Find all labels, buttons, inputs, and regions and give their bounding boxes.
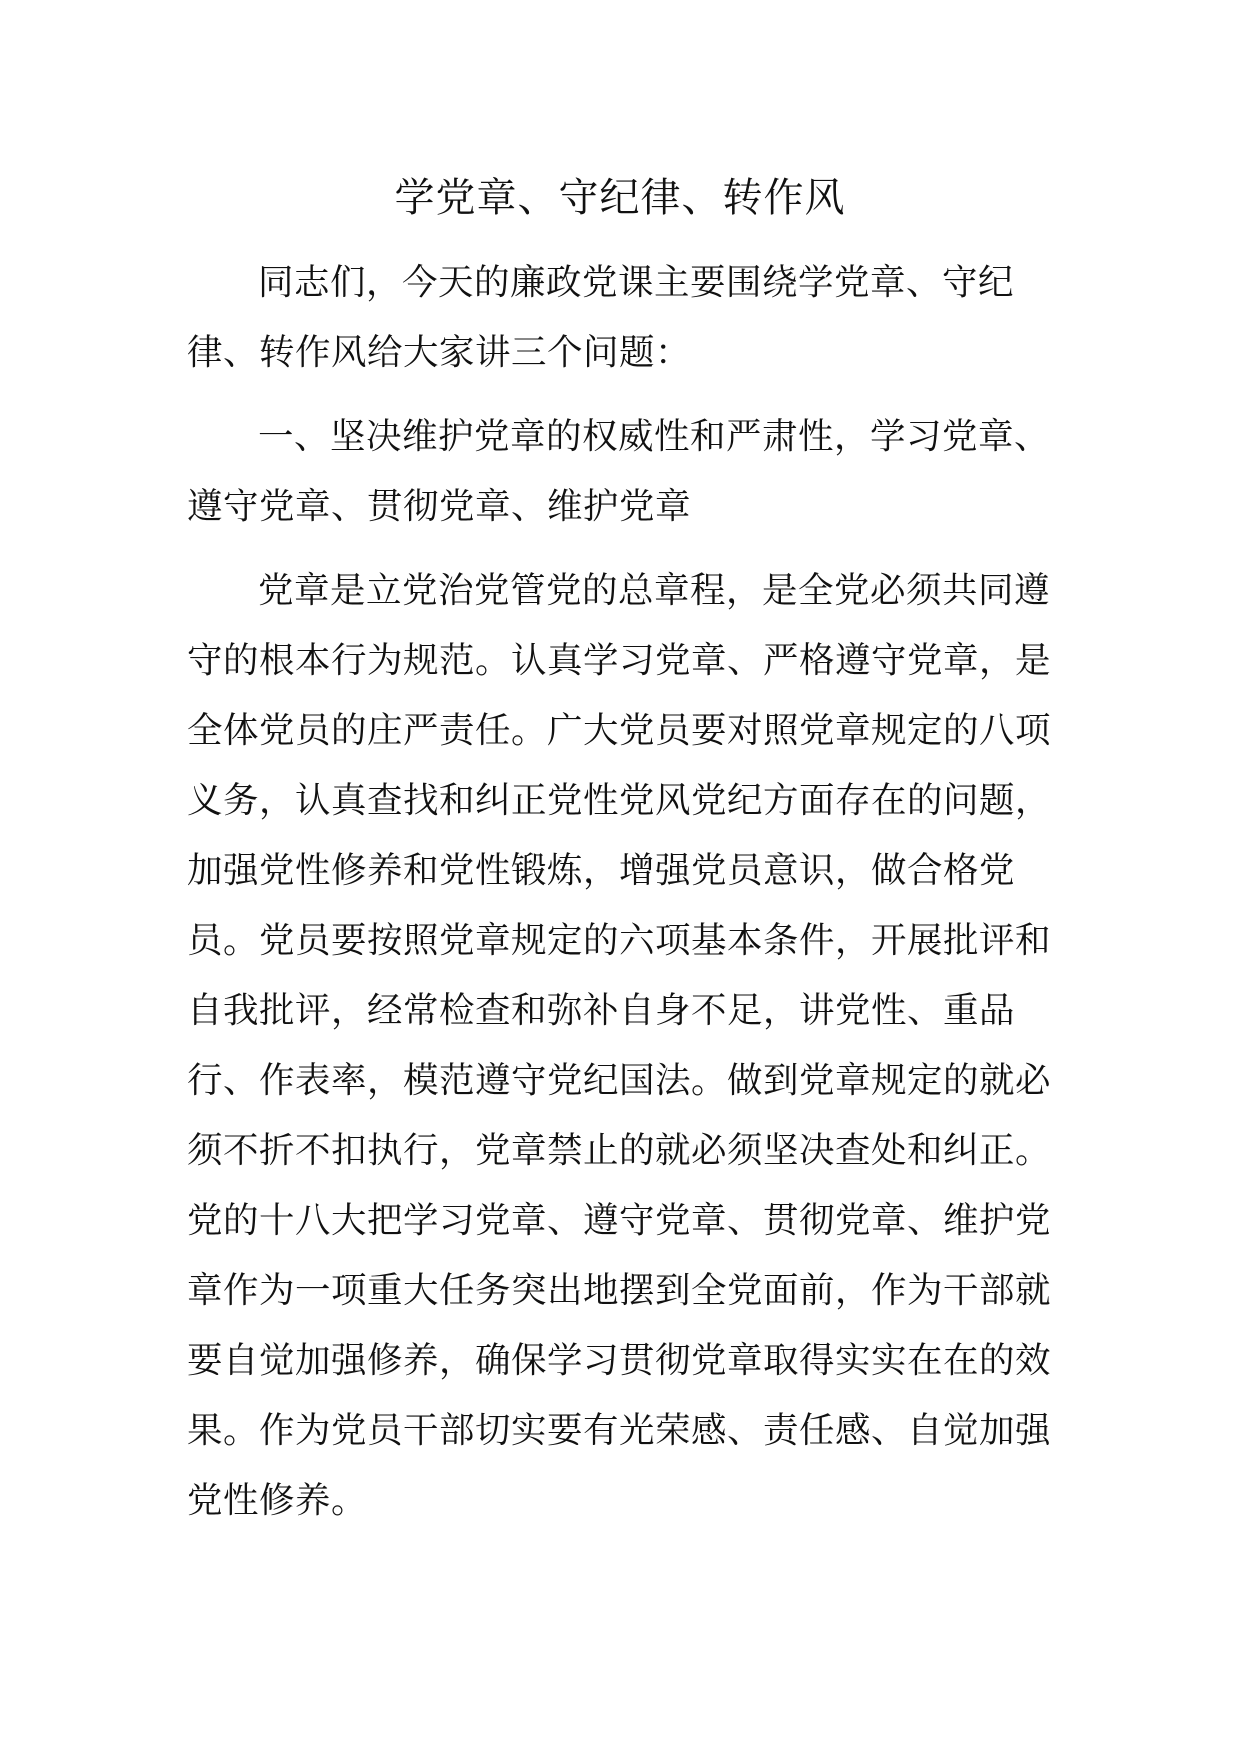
intro-paragraph: 同志们，今天的廉政党课主要围绕学党章、守纪律、转作风给大家讲三个问题： (187, 262, 1015, 373)
document-title: 学党章、守纪律、转作风 (394, 175, 846, 221)
document-body (187, 248, 1067, 1550)
section-heading: 一、坚决维护党章的权威性和严肃性，学习党章、遵守党章、贯彻党章、维护党章 (187, 416, 1051, 527)
body-paragraph: 党章是立党治党管党的总章程，是全党必须共同遵守的根本行为规范。认真学习党章、严格遵守党章，是全体党员的庄严责任。广大党员要对照党章规定的八项义务，认真查找和纠正党性党风党纪方面存在的问题，加强党性修养和党性锻炼，增强党员意识，做合格党员。党员要按照党章规定的六项基本条件，开展批评和自我批评，经常检查和弥补自身不足，讲党性、重品行、作表率，模范遵守党纪国法。做到党章规定的就必须不折不扣执行，党章禁止的就必须坚决查处和纠正。党的十八大把学习党章、遵守党章、贯彻党章、维护党章作为一项重大任务突出地摆到全党面前，作为干部就要自觉加强修养，确保学习贯彻党章取得实实在在的效果。作为党员干部切实要有光荣感、责任感、自觉加强党性修养。 (187, 570, 1052, 1521)
